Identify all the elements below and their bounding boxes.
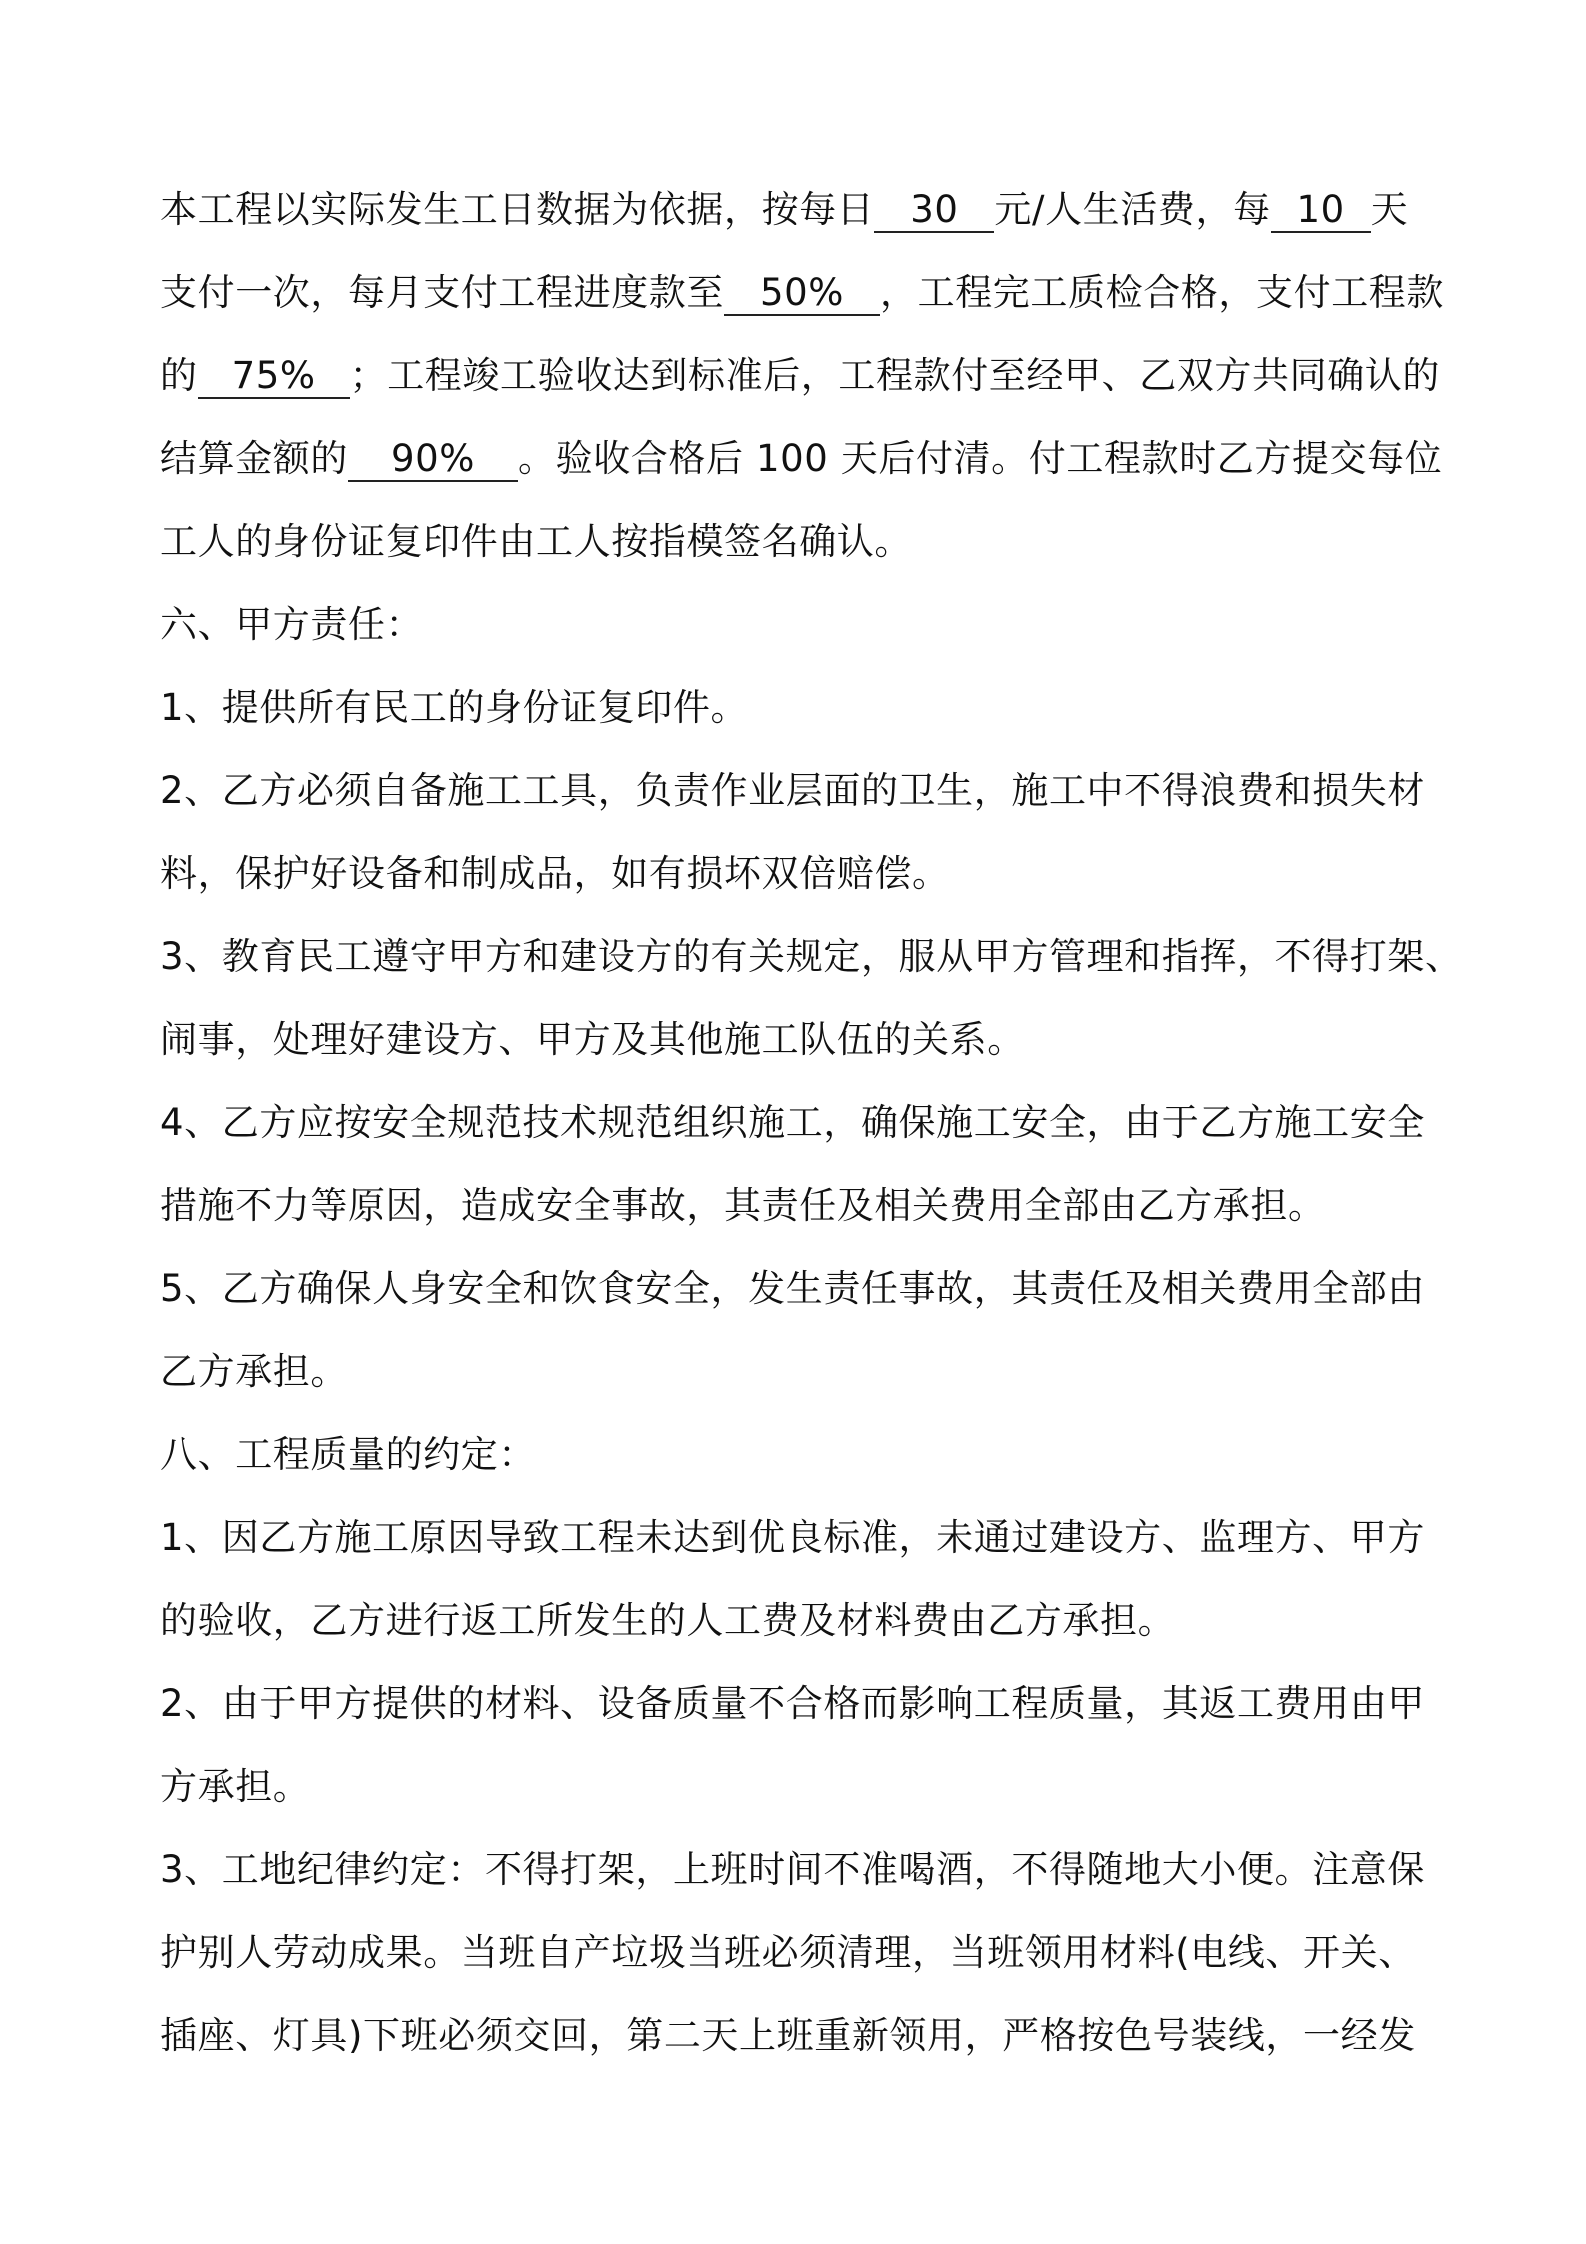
- section-6-item-3-line-2: 闹事，处理好建设方、甲方及其他施工队伍的关系。: [160, 1018, 1025, 1061]
- section-6-item-5-line-1: 5、乙方确保人身安全和饮食安全，发生责任事故，其责任及相关费用全部由: [160, 1267, 1425, 1310]
- text-segment: 本工程以实际发生工日数据为依据，按每日: [160, 188, 875, 231]
- section-8-item-1-line-2: 的验收，乙方进行返工所发生的人工费及材料费由乙方承担。: [160, 1599, 1176, 1642]
- section-8-item-2-line-1: 2、由于甲方提供的材料、设备质量不合格而影响工程质量，其返工费用由甲: [160, 1682, 1425, 1725]
- text-segment: 结算金额的: [160, 437, 348, 480]
- progress-payment-blank: 50%: [724, 270, 880, 316]
- text-segment: ，工程完工质检合格，支付工程款: [880, 271, 1444, 314]
- text-segment: 的: [160, 354, 198, 397]
- text-segment: ；工程竣工验收达到标准后，工程款付至经甲、乙双方共同确认的: [349, 354, 1441, 397]
- section-6-item-3-line-1: 3、教育民工遵守甲方和建设方的有关规定，服从甲方管理和指挥，不得打架、: [160, 935, 1463, 978]
- section-6-item-2-line-2: 料，保护好设备和制成品，如有损坏双倍赔偿。: [160, 852, 950, 895]
- payment-clause-line-5: 工人的身份证复印件由工人按指模签名确认。: [160, 520, 912, 563]
- section-8-heading: 八、工程质量的约定：: [160, 1433, 536, 1476]
- text-segment: 天: [1370, 188, 1409, 231]
- section-8-item-1-line-1: 1、因乙方施工原因导致工程未达到优良标准，未通过建设方、监理方、甲方: [160, 1516, 1425, 1559]
- payment-clause-line-4: [160, 432, 1442, 486]
- section-6-item-4-line-1: 4、乙方应按安全规范技术规范组织施工，确保施工安全，由于乙方施工安全: [160, 1101, 1425, 1144]
- section-6-item-2-line-1: 2、乙方必须自备施工工具，负责作业层面的卫生，施工中不得浪费和损失材: [160, 769, 1425, 812]
- daily-allowance-blank: 30: [874, 187, 994, 233]
- section-6-heading: 六、甲方责任：: [160, 603, 424, 646]
- text-segment: 支付一次，每月支付工程进度款至: [160, 271, 724, 314]
- section-8-item-2-line-2: 方承担。: [160, 1765, 311, 1808]
- payment-clause-line-1: [160, 183, 1408, 237]
- payment-clause-line-3: [160, 349, 1440, 403]
- section-6-item-4-line-2: 措施不力等原因，造成安全事故，其责任及相关费用全部由乙方承担。: [160, 1184, 1326, 1227]
- section-8-item-3-line-2: 护别人劳动成果。当班自产垃圾当班必须清理，当班领用材料(电线、开关、: [160, 1931, 1416, 1974]
- text-segment: 元/人生活费，每: [994, 188, 1271, 231]
- text-segment: 。验收合格后 100 天后付清。付工程款时乙方提交每位: [518, 437, 1443, 480]
- section-6-item-1: 1、提供所有民工的身份证复印件。: [160, 686, 749, 729]
- section-8-item-3-line-1: 3、工地纪律约定：不得打架，上班时间不准喝酒，不得随地大小便。注意保: [160, 1848, 1425, 1891]
- completion-payment-blank: 75%: [198, 353, 350, 399]
- payment-clause-line-2: [160, 266, 1444, 320]
- section-8-item-3-line-3: 插座、灯具)下班必须交回，第二天上班重新领用，严格按色号装线，一经发: [160, 2014, 1416, 2057]
- section-6-item-5-line-2: 乙方承担。: [160, 1350, 348, 1393]
- payment-interval-blank: 10: [1271, 187, 1371, 233]
- settlement-payment-blank: 90%: [348, 436, 518, 482]
